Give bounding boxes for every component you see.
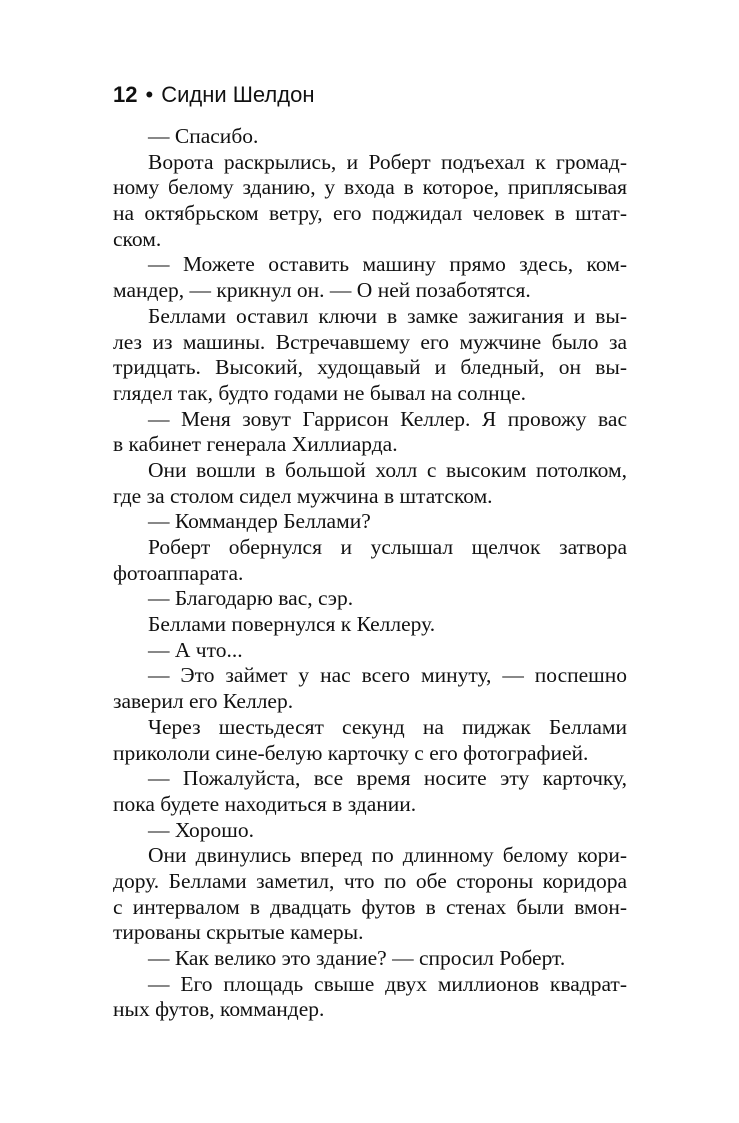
text-line: на октябрьском ветру, его поджидал человек в штат- — [113, 201, 627, 226]
text-line: Они двинулись вперед по длинному белому кори- — [148, 843, 627, 868]
text-line: лез из машины. Встречавшему его мужчине было за — [113, 329, 627, 354]
text-line: мандер, — крикнул он. — О ней позаботятся. — [113, 278, 531, 303]
text-line: Через шестьдесят секунд на пиджак Беллами — [148, 714, 627, 739]
text-line: фотоаппарата. — [113, 560, 244, 585]
text-line: — Коммандер Беллами? — [148, 509, 371, 534]
text-line: где за столом сидел мужчина в штатском. — [113, 483, 493, 508]
text-line: — Пожалуйста, все время носите эту карточку, — [148, 766, 627, 791]
running-header — [113, 80, 314, 110]
text-line: ском. — [113, 226, 162, 251]
text-line: ному белому зданию, у входа в которое, приплясывая — [113, 175, 627, 200]
text-line: — Меня зовут Гаррисон Келлер. Я провожу вас — [148, 406, 627, 431]
text-line: тированы скрытые камеры. — [113, 920, 364, 945]
text-line: — Хорошо. — [148, 817, 254, 842]
text-line: с интервалом в двадцать футов в стенах были вмон- — [113, 894, 627, 919]
text-line: в кабинет генерала Хиллиарда. — [113, 432, 398, 457]
text-line: — Это займет у нас всего минуту, — поспешно — [148, 663, 627, 688]
header-separator: • — [145, 82, 154, 107]
text-line: прикололи сине-белую карточку с его фотографией. — [113, 740, 589, 765]
page-number: 12 — [113, 82, 138, 107]
text-line: Беллами оставил ключи в замке зажигания и вы- — [148, 303, 627, 328]
text-line: Они вошли в большой холл с высоким потолком, — [148, 457, 627, 482]
text-line: глядел так, будто годами не бывал на солнце. — [113, 380, 527, 405]
header-author: Сидни Шелдон — [161, 82, 315, 107]
text-line: — Его площадь свыше двух миллионов квадрат- — [148, 971, 627, 996]
text-line: — Можете оставить машину прямо здесь, ком- — [148, 252, 627, 277]
text-line: пока будете находиться в здании. — [113, 791, 417, 816]
text-line: — Спасибо. — [148, 124, 259, 148]
text-line: Беллами повернулся к Келлеру. — [148, 612, 436, 637]
text-line: дору. Беллами заметил, что по обе стороны коридора — [113, 868, 627, 893]
text-line: — Как велико это здание? — спросил Роберт. — [148, 946, 566, 970]
text-line: Ворота раскрылись, и Роберт подъехал к громад- — [148, 149, 627, 174]
text-line: ных футов, коммандер. — [113, 997, 325, 1022]
text-line: Роберт обернулся и услышал щелчок затвора — [148, 535, 627, 559]
text-line: — А что... — [148, 637, 243, 662]
text-line: тридцать. Высокий, худощавый и бледный, он вы- — [113, 355, 627, 380]
text-line: — Благодарю вас, сэр. — [148, 586, 354, 611]
text-line: заверил его Келлер. — [113, 689, 294, 714]
body-text — [113, 124, 627, 1023]
